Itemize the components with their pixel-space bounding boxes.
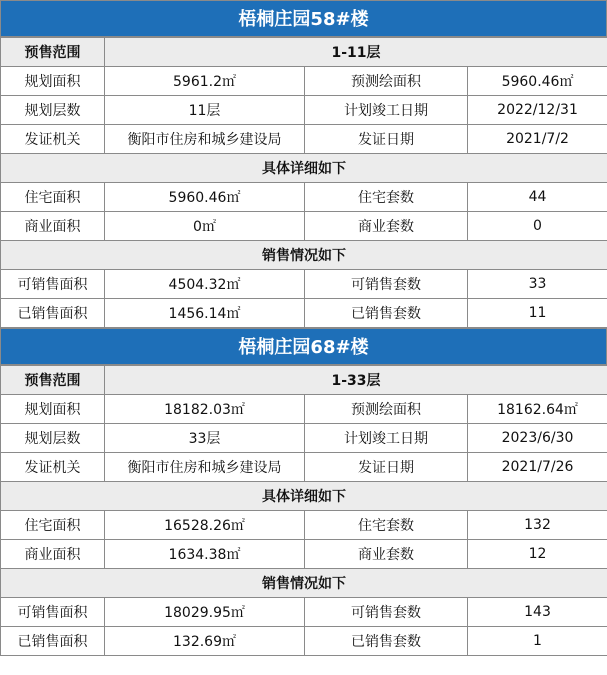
cell-label: 可销售套数 xyxy=(305,270,468,299)
table-row xyxy=(1,299,607,328)
cell-label: 发证机关 xyxy=(1,125,105,154)
cell-value: 132.69㎡ xyxy=(105,627,305,656)
section-header-sales xyxy=(1,241,607,270)
table-row xyxy=(1,627,607,656)
cell-label: 可销售套数 xyxy=(305,598,468,627)
cell-label: 住宅套数 xyxy=(305,511,468,540)
cell-value: 16528.26㎡ xyxy=(105,511,305,540)
presale-label: 预售范围 xyxy=(1,366,105,395)
section-header-sales xyxy=(1,569,607,598)
cell-label: 计划竣工日期 xyxy=(305,96,468,125)
table-row xyxy=(1,424,607,453)
cell-label: 规划层数 xyxy=(1,424,105,453)
cell-label: 已销售面积 xyxy=(1,627,105,656)
cell-label: 住宅面积 xyxy=(1,183,105,212)
building-title: 梧桐庄园58#楼 xyxy=(0,0,607,37)
cell-label: 商业面积 xyxy=(1,212,105,241)
cell-label: 已销售套数 xyxy=(305,627,468,656)
table-row xyxy=(1,96,607,125)
cell-value: 4504.32㎡ xyxy=(105,270,305,299)
cell-label: 已销售套数 xyxy=(305,299,468,328)
cell-value: 1456.14㎡ xyxy=(105,299,305,328)
cell-label: 规划层数 xyxy=(1,96,105,125)
section-title: 具体详细如下 xyxy=(1,482,607,511)
cell-label: 规划面积 xyxy=(1,67,105,96)
section-header-detail xyxy=(1,482,607,511)
table-row xyxy=(1,183,607,212)
presale-row xyxy=(1,38,607,67)
cell-label: 可销售面积 xyxy=(1,598,105,627)
cell-value: 5960.46㎡ xyxy=(468,67,607,96)
table-row xyxy=(1,67,607,96)
building-block xyxy=(0,328,607,656)
building-table xyxy=(0,365,607,656)
cell-label: 住宅套数 xyxy=(305,183,468,212)
building-table xyxy=(0,37,607,328)
cell-value: 11层 xyxy=(105,96,305,125)
cell-value: 1 xyxy=(468,627,607,656)
building-block xyxy=(0,0,607,328)
section-header-detail xyxy=(1,154,607,183)
section-title: 销售情况如下 xyxy=(1,569,607,598)
cell-label: 发证日期 xyxy=(305,125,468,154)
presale-value: 1-33层 xyxy=(105,366,607,395)
cell-value: 18162.64㎡ xyxy=(468,395,607,424)
cell-value: 衡阳市住房和城乡建设局 xyxy=(105,125,305,154)
cell-label: 住宅面积 xyxy=(1,511,105,540)
table-row xyxy=(1,598,607,627)
section-title: 具体详细如下 xyxy=(1,154,607,183)
presale-value: 1-11层 xyxy=(105,38,607,67)
table-row xyxy=(1,395,607,424)
presale-label: 预售范围 xyxy=(1,38,105,67)
cell-value: 33 xyxy=(468,270,607,299)
cell-label: 规划面积 xyxy=(1,395,105,424)
table-row xyxy=(1,511,607,540)
cell-value: 0㎡ xyxy=(105,212,305,241)
cell-label: 计划竣工日期 xyxy=(305,424,468,453)
cell-value: 2021/7/2 xyxy=(468,125,607,154)
building-title: 梧桐庄园68#楼 xyxy=(0,328,607,365)
table-row xyxy=(1,212,607,241)
table-row xyxy=(1,125,607,154)
cell-value: 18182.03㎡ xyxy=(105,395,305,424)
cell-value: 2021/7/26 xyxy=(468,453,607,482)
table-row xyxy=(1,540,607,569)
presale-row xyxy=(1,366,607,395)
cell-value: 132 xyxy=(468,511,607,540)
cell-label: 可销售面积 xyxy=(1,270,105,299)
table-row xyxy=(1,453,607,482)
cell-value: 2022/12/31 xyxy=(468,96,607,125)
table-row xyxy=(1,270,607,299)
cell-value: 1634.38㎡ xyxy=(105,540,305,569)
cell-label: 已销售面积 xyxy=(1,299,105,328)
cell-label: 商业套数 xyxy=(305,540,468,569)
cell-value: 0 xyxy=(468,212,607,241)
cell-value: 44 xyxy=(468,183,607,212)
cell-value: 11 xyxy=(468,299,607,328)
cell-label: 发证日期 xyxy=(305,453,468,482)
cell-value: 12 xyxy=(468,540,607,569)
cell-label: 商业套数 xyxy=(305,212,468,241)
cell-value: 2023/6/30 xyxy=(468,424,607,453)
section-title: 销售情况如下 xyxy=(1,241,607,270)
cell-value: 衡阳市住房和城乡建设局 xyxy=(105,453,305,482)
cell-value: 5960.46㎡ xyxy=(105,183,305,212)
cell-label: 预测绘面积 xyxy=(305,395,468,424)
cell-value: 5961.2㎡ xyxy=(105,67,305,96)
cell-label: 商业面积 xyxy=(1,540,105,569)
cell-value: 18029.95㎡ xyxy=(105,598,305,627)
cell-label: 预测绘面积 xyxy=(305,67,468,96)
cell-label: 发证机关 xyxy=(1,453,105,482)
cell-value: 33层 xyxy=(105,424,305,453)
cell-value: 143 xyxy=(468,598,607,627)
